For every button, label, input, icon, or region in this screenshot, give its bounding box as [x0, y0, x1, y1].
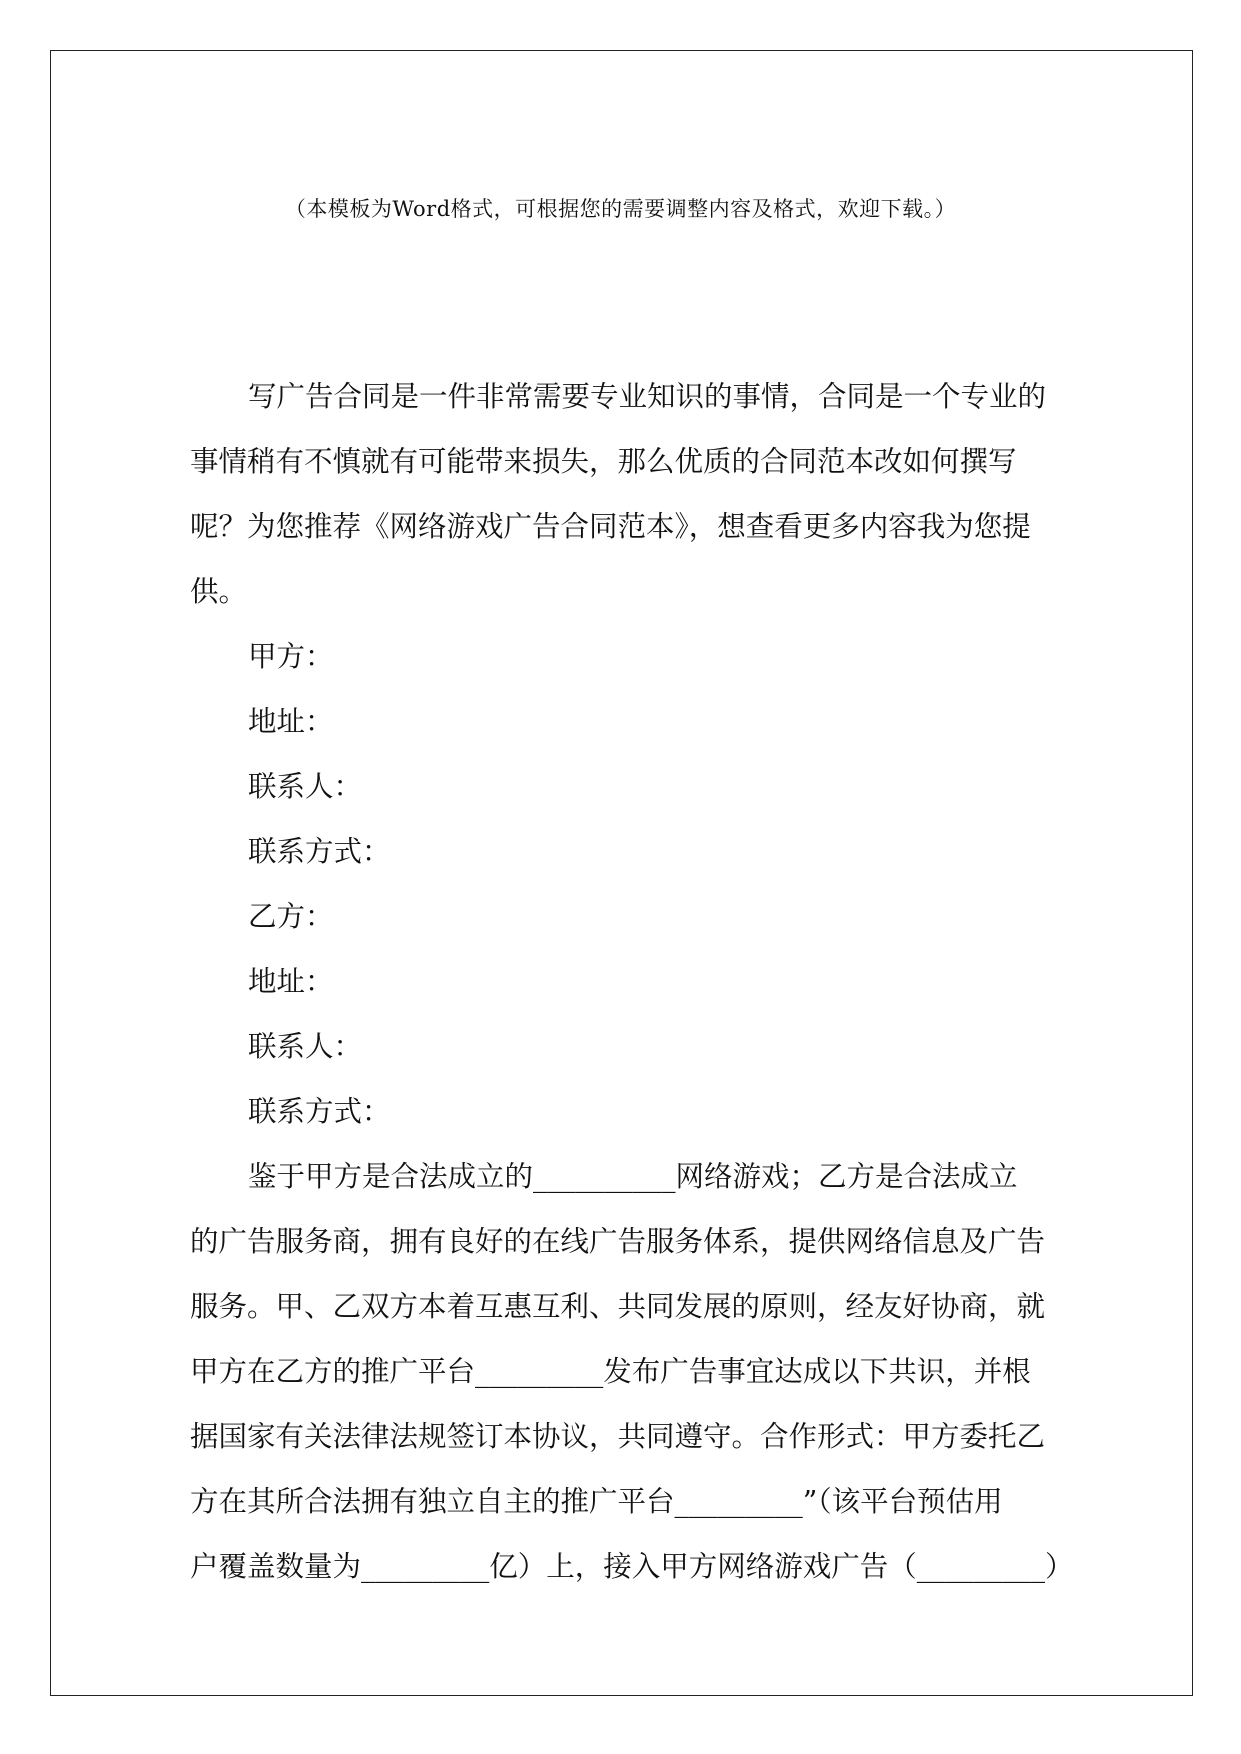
agreement-line: 甲方在乙方的推广平台_________发布广告事宜达成以下共识，并根	[190, 1355, 1031, 1388]
party-b-contact: 联系人：	[248, 1030, 363, 1063]
party-a-label: 甲方：	[248, 640, 334, 673]
intro-paragraph	[190, 364, 1050, 624]
party-b-label: 乙方：	[248, 900, 334, 933]
agreement-line: 户覆盖数量为_________亿）上，接入甲方网络游戏广告（_________）	[190, 1550, 1074, 1583]
agreement-line: 的广告服务商，拥有良好的在线广告服务体系，提供网络信息及广告	[190, 1225, 1046, 1258]
intro-line: 事情稍有不慎就有可能带来损失，那么优质的合同范本改如何撰写	[190, 445, 1017, 478]
agreement-paragraph	[190, 1144, 1074, 1599]
template-note: （本模板为Word格式，可根据您的需要调整内容及格式，欢迎下载。）	[284, 197, 957, 221]
agreement-line: 据国家有关法律法规签订本协议，共同遵守。合作形式：甲方委托乙	[190, 1420, 1046, 1453]
agreement-line: 鉴于甲方是合法成立的__________网络游戏；乙方是合法成立	[248, 1160, 1018, 1193]
intro-line: 呢？为您推荐《网络游戏广告合同范本》，想查看更多内容我为您提	[190, 510, 1031, 543]
party-b-address: 地址：	[248, 965, 334, 998]
party-a-address: 地址：	[248, 705, 334, 738]
party-b-contact-method: 联系方式：	[248, 1095, 391, 1128]
party-a-contact: 联系人：	[248, 770, 363, 803]
agreement-line: 服务。甲、乙双方本着互惠互利、共同发展的原则，经友好协商，就	[190, 1290, 1046, 1323]
intro-line: 写广告合同是一件非常需要专业知识的事情，合同是一个专业的	[248, 380, 1047, 413]
agreement-line: 方在其所合法拥有独立自主的推广平台_________”（该平台预估用	[190, 1485, 1003, 1518]
party-a-contact-method: 联系方式：	[248, 835, 391, 868]
intro-line: 供。	[190, 575, 248, 608]
document-body	[190, 364, 1074, 1599]
